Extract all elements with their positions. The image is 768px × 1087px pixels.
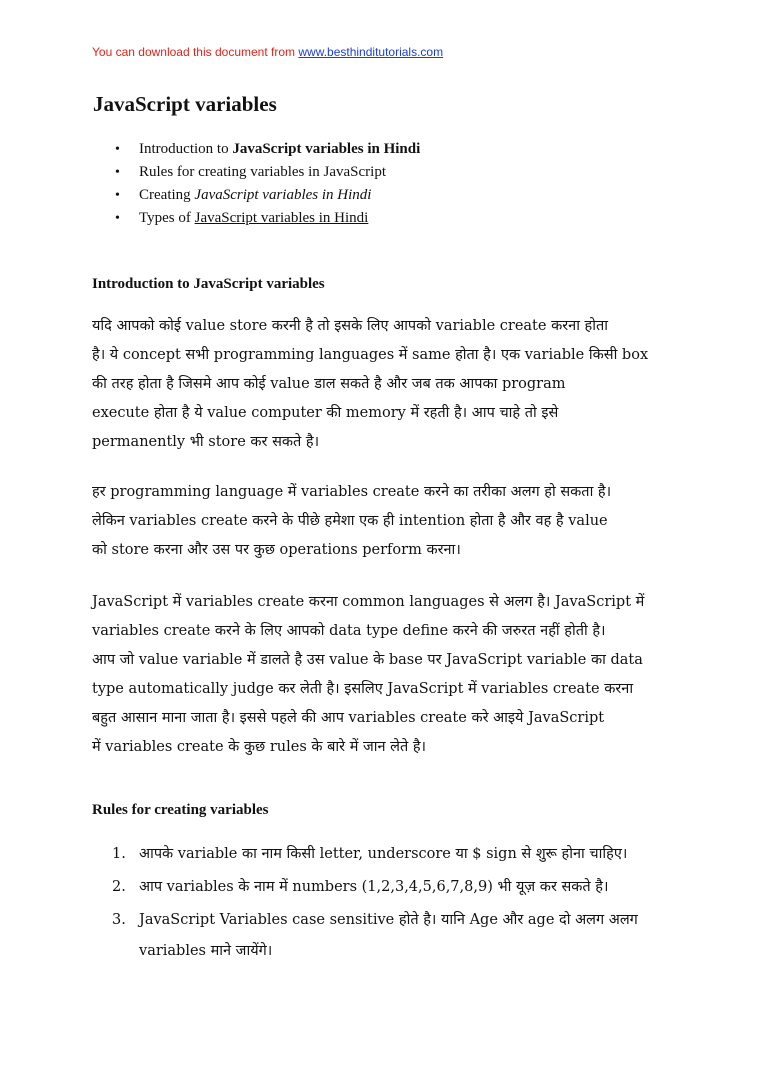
text-line: हर programming language में variables create करने का तरीका अलग हो सकता है। [92, 484, 612, 500]
text-line: लेकिन variables create करने के पीछे हमेशा एक ही intention होता है और वह है value [92, 513, 608, 529]
list-number: 3. [112, 912, 126, 928]
list-item [112, 904, 638, 966]
list-number: 1. [112, 846, 126, 862]
text-line: बहुत आसान माना जाता है। इससे पहले की आप variables create करे आइये JavaScript [92, 710, 605, 726]
page-title: JavaScript variables [93, 92, 277, 116]
list-item [112, 838, 638, 871]
text-line: यदि आपको कोई value store करनी है तो इसके लिए आपको variable create करना होता [92, 318, 609, 334]
text-line: है। ये concept सभी programming languages में same होता है। एक variable किसी box [92, 347, 649, 363]
text-line: JavaScript Variables case sensitive होते है। यानि Age और age दो अलग अलग [139, 912, 638, 928]
intro-paragraph-2 [92, 478, 682, 565]
text-line: आप जो value variable में डालते है उस value के base पर JavaScript variable का data [92, 652, 643, 668]
text-line: आपके variable का नाम किसी letter, underscore या $ sign से शुरू होना चाहिए। [139, 846, 628, 862]
text-line: type automatically judge कर लेती है। इसलिए JavaScript में variables create करना [92, 681, 634, 697]
website-link[interactable]: www.besthinditutorials.com [298, 45, 444, 59]
toc-item [115, 138, 420, 161]
table-of-contents [115, 138, 420, 230]
toc-item-text: Types of [139, 210, 195, 226]
toc-item-underlined-text: JavaScript variables in Hindi [194, 210, 369, 226]
text-line: permanently भी store कर सकते है। [92, 434, 320, 450]
rules-heading: Rules for creating variables [92, 802, 269, 818]
toc-item-text: Introduction to [139, 141, 233, 157]
toc-item [115, 184, 420, 207]
text-line: variables create करने के लिए आपको data type define करने की जरुरत नहीं होती है। [92, 623, 606, 639]
download-notice-text: You can download this document from [92, 45, 299, 59]
toc-item-bold-text: JavaScript variables in Hindi [232, 141, 421, 157]
toc-item [115, 161, 420, 184]
toc-item-text: Rules for creating variables in JavaScript [139, 164, 387, 180]
intro-heading: Introduction to JavaScript variables [92, 276, 325, 292]
text-line: को store करना और उस पर कुछ operations perform करना। [92, 542, 461, 558]
intro-paragraph-1 [92, 312, 682, 457]
text-line: आप variables के नाम में numbers (1,2,3,4,5,6,7,8,9) भी यूज़ कर सकते है। [139, 879, 609, 895]
rules-list [112, 838, 638, 966]
text-line: variables माने जायेंगे। [139, 943, 273, 959]
toc-item [115, 207, 420, 230]
intro-paragraph-3 [92, 588, 682, 762]
list-item [112, 871, 638, 904]
text-line: की तरह होता है जिसमे आप कोई value डाल सकते है और जब तक आपका program [92, 376, 566, 392]
toc-item-italic-text: JavaScript variables in Hindi [194, 187, 372, 203]
toc-item-text: Creating [139, 187, 195, 203]
text-line: JavaScript में variables create करना common languages से अलग है। JavaScript में [92, 594, 645, 610]
text-line: execute होता है ये value computer की memory में रहती है। आप चाहे तो इसे [92, 405, 559, 421]
list-number: 2. [112, 879, 126, 895]
download-notice [92, 45, 443, 59]
text-line: में variables create के कुछ rules के बारे में जान लेते है। [92, 739, 427, 755]
